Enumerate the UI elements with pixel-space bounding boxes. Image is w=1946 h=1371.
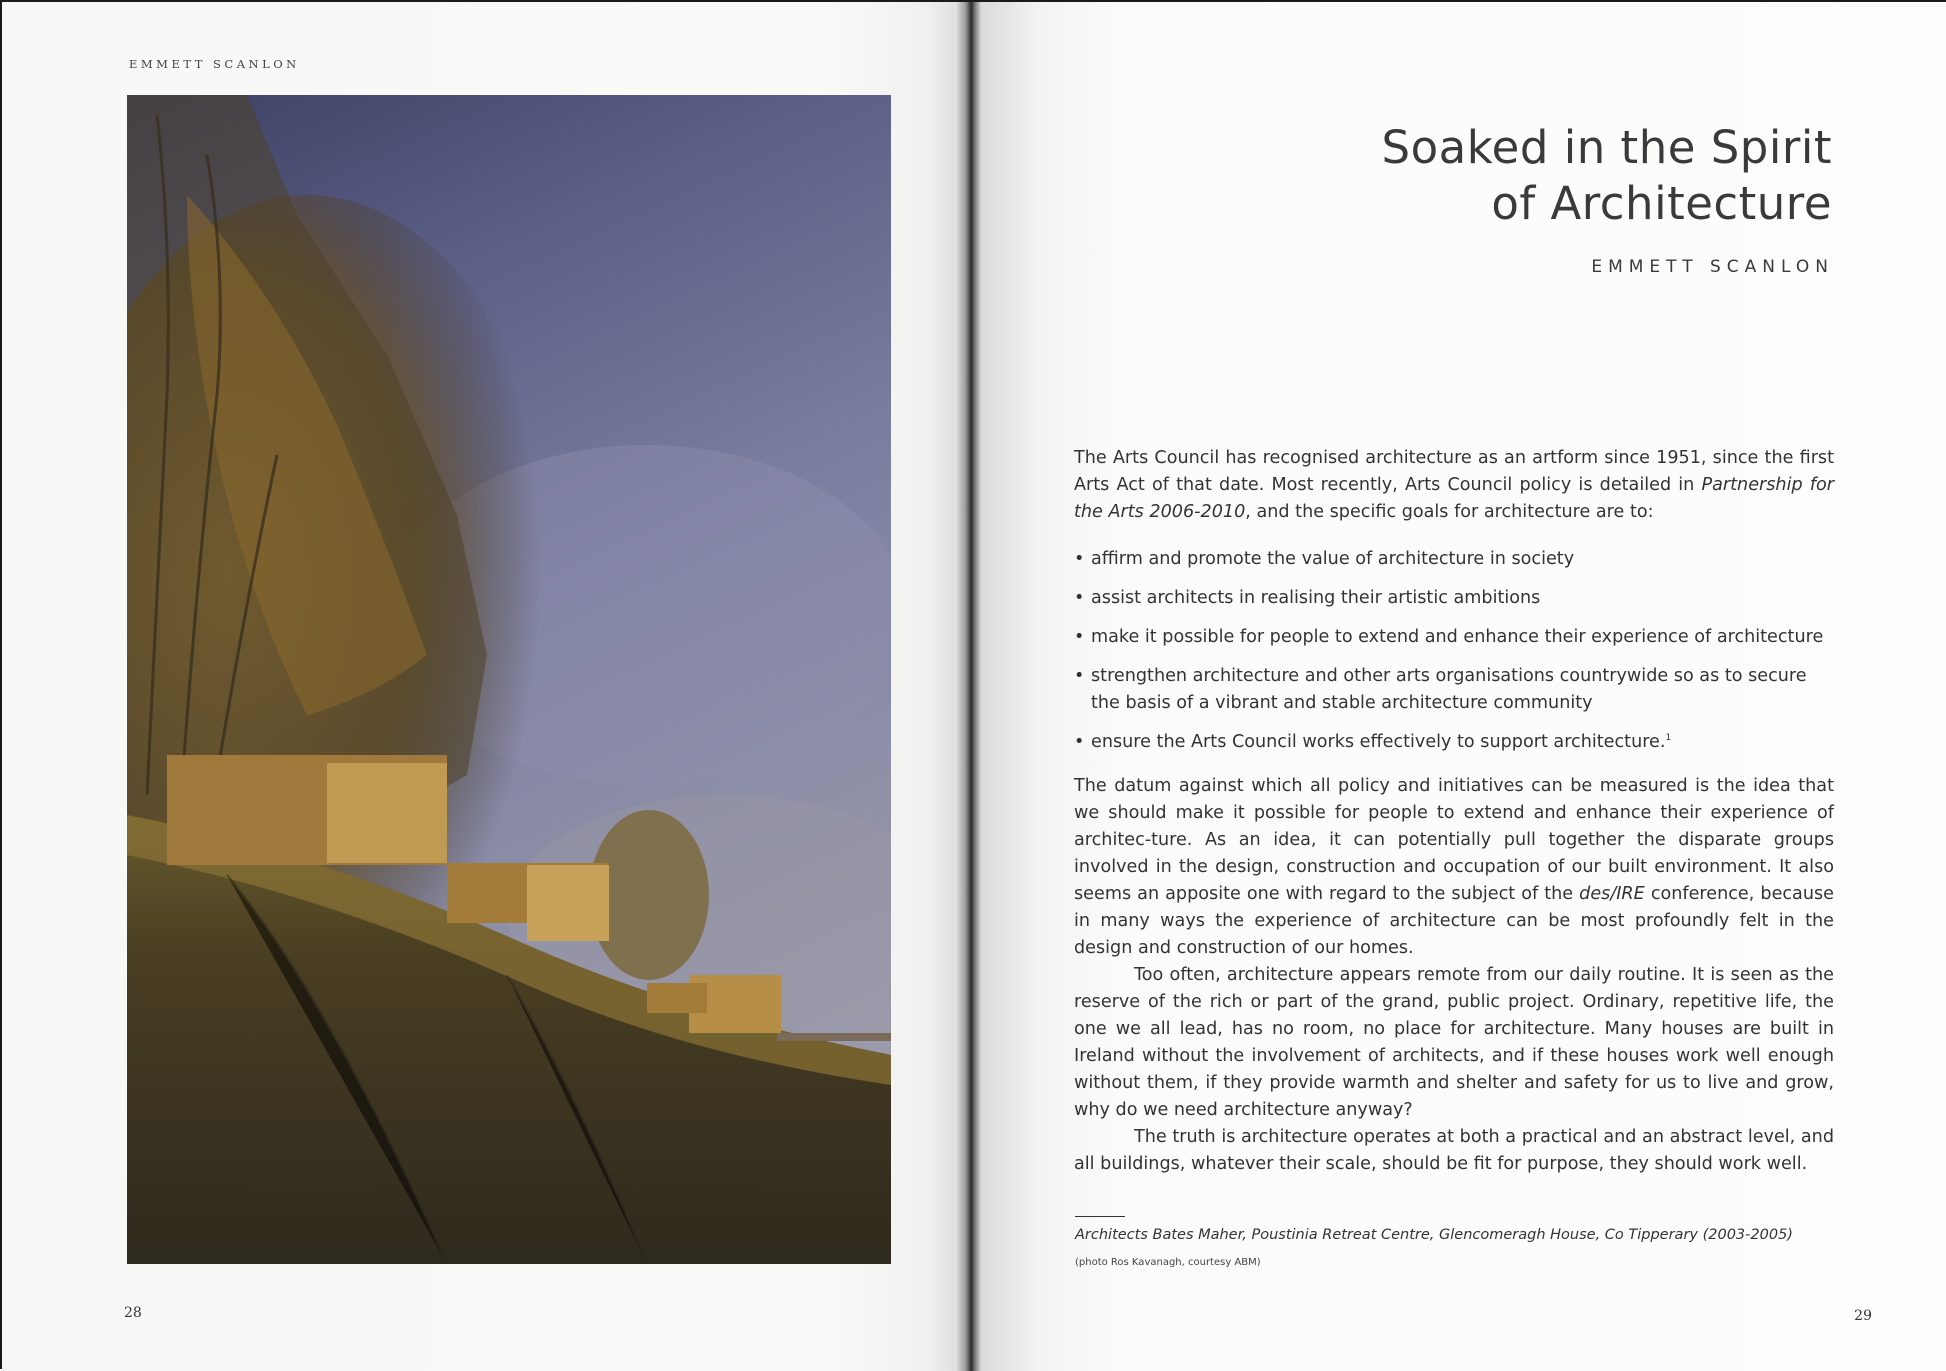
left-page (2, 2, 965, 1371)
photo-caption: Architects Bates Maher, Poustinia Retreat Centre, Glencomeragh House, Co Tipperary (2003-2005) (1075, 1227, 1793, 1243)
publication-title: Partnership for the Arts 2006-2010 (1074, 475, 1834, 522)
footnote-marker: 1 (1665, 733, 1672, 744)
photo-credit: (photo Ros Kavanagh, courtesy ABM) (1075, 1257, 1261, 1268)
page-number-right: 29 (1854, 1308, 1872, 1324)
list-item: • strengthen architecture and other arts organisations countrywide so as to secure the basis of a vibrant and stable architecture community (1074, 663, 1834, 717)
intro-paragraph: The Arts Council has recognised architecture as an artform since 1951, since the first Arts Act of that date. Most recently, Arts Council policy is detailed in Partnership for the Arts 2006-2010, and the specific goals for architecture are to: (1074, 448, 1834, 522)
title-line-2: of Architecture (1491, 177, 1832, 231)
article-author: EMMETT SCANLON (1591, 257, 1834, 277)
article-title (1302, 120, 1832, 232)
list-item: • assist architects in realising their artistic ambitions (1074, 585, 1834, 612)
list-item: • ensure the Arts Council works effectively to support architecture.$^1$ (1074, 729, 1834, 756)
list-item: • make it possible for people to extend and enhance their experience of architecture (1074, 624, 1834, 651)
body-paragraph: Too often, architecture appears remote from our daily routine. It is seen as the reserve of the rich or part of the grand, public project. Ordinary, repetitive life, the one we all lead, has no room, no place for architecture. Many houses are built in Ireland without the involvement of architects, and if these houses work well enough without them, if they provide warmth and shelter and safety for us to live and grow, why do we need architecture anyway? (1074, 965, 1834, 1120)
book-gutter (957, 2, 981, 1371)
body-paragraph: The truth is architecture operates at both a practical and an abstract level, and all buildings, whatever their scale, should be fit for purpose, they should work well. (1074, 1127, 1834, 1174)
article-body (1074, 445, 1834, 1178)
list-item: • affirm and promote the value of architecture in society (1074, 546, 1834, 573)
conference-name: des/IRE (1579, 884, 1645, 904)
goals-list (1074, 546, 1834, 756)
caption-rule (1075, 1216, 1125, 1217)
page-number-left: 28 (124, 1305, 142, 1321)
title-line-1: Soaked in the Spirit (1381, 121, 1832, 175)
running-head: EMMETT SCANLON (129, 57, 300, 71)
building-photograph (127, 95, 891, 1264)
body-paragraph: The datum against which all policy and initiatives can be measured is the idea that we should make it possible for people to extend and enhance their experience of architec-ture. As an idea, it can potentially pull together the disparate groups involved in the design, construction and occupation of our built environment. It also seems an apposite one with regard to the subject of the des/IRE conference, because in many ways the experience of architecture can be most profoundly felt in the design and construction of our homes. (1074, 776, 1834, 958)
